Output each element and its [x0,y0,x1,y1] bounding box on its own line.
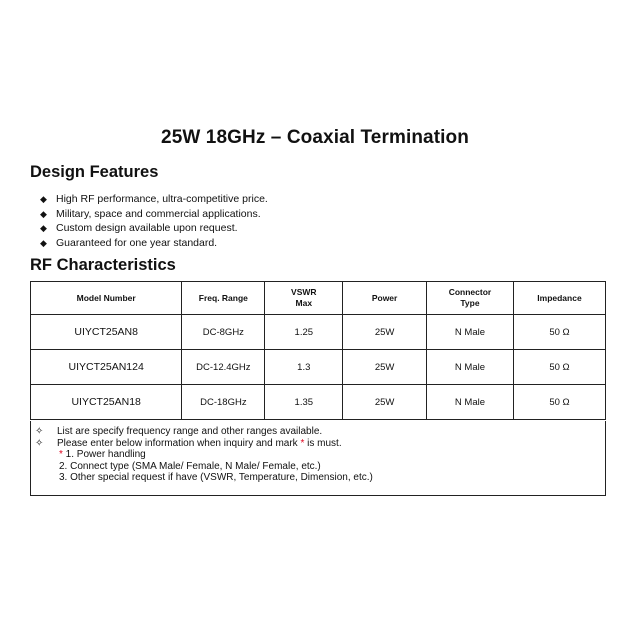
cell-vswr: 1.35 [265,385,343,420]
notes-box [30,421,606,496]
list-item [40,192,268,207]
cell-power: 25W [343,350,427,385]
feature-text: Guaranteed for one year standard. [56,236,218,249]
header-model-number: Model Number [31,282,182,315]
diamond-bullet-icon: ◆ [40,194,47,204]
header-vswr [265,282,343,315]
list-item [40,236,268,251]
required-star: * [300,437,305,449]
table-row [31,350,606,385]
header-vswr-line1: VSWR [291,287,317,297]
rf-characteristics-table [30,281,606,420]
cell-freq: DC-18GHz [182,385,265,420]
header-connector-line1: Connector [448,287,492,297]
note-subitem [31,449,605,461]
list-item [40,221,268,236]
cell-connector: N Male [426,350,513,385]
sparkle-bullet-icon: ✧ [35,437,44,449]
diamond-bullet-icon: ◆ [40,223,47,233]
table-row [31,315,606,350]
feature-text: High RF performance, ultra-competitive price. [56,193,268,205]
note-text-part: is must. [304,437,342,449]
table-row [31,385,606,420]
header-impedance: Impedance [513,282,605,315]
header-freq-range: Freq. Range [182,282,265,315]
cell-power: 25W [343,385,427,420]
cell-vswr: 1.25 [265,315,343,350]
cell-impedance: 50 Ω [513,350,605,385]
cell-freq: DC-8GHz [182,315,265,350]
list-item [40,207,268,222]
sparkle-bullet-icon: ✧ [35,426,44,437]
note-text [57,438,342,450]
header-power: Power [343,282,427,315]
feature-text: Custom design available upon request. [56,222,238,234]
rf-characteristics-heading: RF Characteristics [30,256,176,274]
cell-connector: N Male [426,385,513,420]
design-features-list [40,192,268,250]
cell-freq: DC-12.4GHz [182,350,265,385]
cell-power: 25W [343,315,427,350]
note-subitem: 2. Connect type (SMA Male/ Female, N Male/ Female, etc.) [59,460,321,472]
required-star: * [59,449,63,460]
cell-vswr: 1.3 [265,350,343,385]
cell-model: UIYCT25AN18 [31,385,182,420]
diamond-bullet-icon: ◆ [40,237,47,248]
cell-model: UIYCT25AN8 [31,315,182,350]
page-title: 25W 18GHz – Coaxial Termination [161,127,469,148]
note-subitem-text: 1. Power handling [62,449,146,460]
note-text: List are specify frequency range and other ranges available. [57,426,323,437]
table-header-row [31,282,606,315]
design-features-heading: Design Features [30,163,159,181]
diamond-bullet-icon: ◆ [40,208,47,219]
header-vswr-line2: Max [295,298,313,308]
cell-connector: N Male [426,315,513,350]
feature-text: Military, space and commercial applications. [56,207,261,220]
note-subitem: 3. Other special request if have (VSWR, Temperature, Dimension, etc.) [59,472,373,483]
cell-impedance: 50 Ω [513,315,605,350]
note-line [31,438,605,450]
header-connector-line2: Type [460,298,480,308]
header-connector-type [426,282,513,315]
note-text-part: Please enter below information when inquiry and mark [57,437,301,449]
note-line [31,426,605,438]
cell-model: UIYCT25AN124 [31,350,182,385]
cell-impedance: 50 Ω [513,385,605,420]
